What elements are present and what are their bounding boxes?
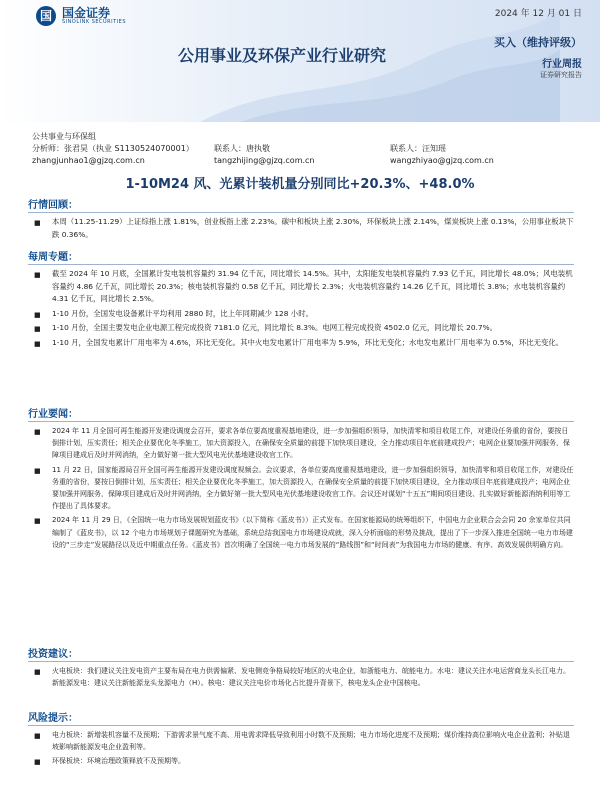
list-item (28, 464, 574, 513)
list-item (28, 425, 574, 462)
header-banner (0, 0, 600, 122)
analyst-email: zhangjunhao1@gjzq.com.cn (32, 156, 145, 165)
bullet-text: 1-10 月份，全国发电设备累计平均利用 2880 时，比上年同期减少 128 小时。 (52, 308, 313, 318)
bullet-text: 11 月 22 日，国家能源局召开全国可再生能源开发建设调度视频会。会议要求，各单位要高度重视基地建设，进一步加强组织领导，加快清零和项目收尾工作，对建设任务重的省份，要按日倒排计划，压实责任；相关企业要优化冬季施工，加大资源投入，在确保安全质量的前提下加快项目建设，全力推动项目年底前建成投产；电网企业要加强并网服务，保障项目建成后及时并网消纳，全力做好第一批大型风电光伏基地建设收官工作。会议还对谋划“十五五”期间项目建设、扎实做好新能源消纳利用等工作提出了具体要求。 (52, 465, 574, 511)
section-title: 每周专题： (28, 248, 574, 265)
bullet-icon: ■ (34, 466, 41, 475)
section-industry-news (28, 405, 574, 553)
bullet-text: 2024 年 11 月 29 日，《全国统一电力市场发展规划蓝皮书》（以下简称《蓝皮书》）正式发布。在国家能源局的统筹组织下，中国电力企业联合会会同 20 余家单位共同编制了《蓝皮书》，以 12 个电力市场规划子课题研究为基础，系统总结我国电力市场建设成就，深入分析面临的形势及挑战，提出了下一步深入推进全国统一电力市场建设的“三步走”发展路径以及近中期重点任务。《蓝皮书》首次明确了全国统一电力市场发展的“路线图”和“时间表”为我国电力市场的健康、有序、高效发展供明确方向。 (52, 516, 573, 549)
rating-badge: 买入（维持评级） (494, 36, 582, 49)
section-risk-warning (28, 709, 574, 770)
bullet-icon: ■ (34, 668, 41, 676)
bullet-icon: ■ (34, 310, 41, 319)
section-investment-advice (28, 645, 574, 691)
section-title: 行情回顾： (28, 196, 574, 213)
industry-group: 公共事业与环保组 (32, 132, 96, 141)
bullet-text: 1-10 月，全国发电累计厂用电率为 4.6%，环比无变化。其中火电发电累计厂用电率为 5.9%，环比无变化；水电发电累计厂用电率为 0.5%，环比无变化。 (52, 337, 564, 347)
logo-icon: 国 (36, 6, 56, 26)
bullet-icon: ■ (34, 517, 41, 526)
section-weekly-topic (28, 248, 574, 352)
section-title: 行业要闻： (28, 405, 574, 422)
list-item (28, 308, 574, 321)
report-date: 2024 年 12 月 01 日 (494, 9, 582, 19)
contact-email: tangzhijing@gjzq.com.cn (214, 156, 315, 165)
contact-block (390, 143, 494, 167)
list-item (28, 514, 574, 551)
bullet-text: 2024 年 11 月全国可再生能源开发建设调度会召开，要求各单位要高度重视基地建设，进一步加强组织领导，加快清零和项目收尾工作，对建设任务重的省份，要按日倒排计划，压实责任；相关企业要优化冬季施工，加大资源投入，在确保安全质量的前提下加快项目建设，全力推动项目年底前建成投产；电网企业要加强并网服务，保障项目建成后及时并网消纳，全力做好第一批大型风电光伏基地建设收官工作。 (52, 427, 570, 460)
list-item (28, 337, 574, 350)
list-item (28, 665, 574, 689)
bullet-icon: ■ (34, 339, 41, 348)
list-item (28, 268, 574, 306)
contact-block (214, 143, 315, 167)
bullet-icon: ■ (34, 325, 41, 334)
bullet-icon: ■ (34, 732, 41, 740)
contact-name: 联系人：唐执敬 (214, 144, 270, 153)
bullet-icon: ■ (34, 219, 41, 227)
report-title: 公用事业及环保产业行业研究 (178, 46, 387, 65)
section-market-review (28, 196, 574, 243)
analyst-name: 分析师：张君昊（执业 S1130524070001） (32, 144, 194, 153)
section-title: 投资建议： (28, 645, 574, 662)
report-headline: 1-10M24 风、光累计装机量分别同比+20.3%、+48.0% (125, 177, 475, 192)
bullet-text: 环保板块：环境治理政策释放不及预期等。 (52, 757, 185, 766)
contact-email: wangzhiyao@gjzq.com.cn (390, 156, 494, 165)
bullet-text: 电力板块：新增装机容量不及预期；下游需求景气度不高、用电需求降低导致利用小时数不及预期；电力市场化进度不及预期；煤价维持高位影响火电企业盈利；补贴退坡影响新能源发电企业盈利等。 (52, 731, 570, 752)
contact-name: 联系人：汪知瑶 (390, 144, 446, 153)
logo-cn-text: 国金证券 (62, 5, 111, 20)
bullet-icon: ■ (34, 428, 41, 436)
bullet-text: 火电板块：我们建议关注发电资产主要布局在电力供需偏紧、发电侧竞争格局较好地区的火电企业，如浙能电力、皖能电力。水电：建议关注水电运营商龙头长江电力。新能源发电：建议关注新能源龙头龙源电力（H）。核电：建议关注电价市场化占比提升背景下，核电龙头企业中国核电。 (52, 667, 570, 688)
company-logo (36, 6, 126, 26)
section-title: 风险提示： (28, 709, 574, 726)
bullet-icon: ■ (34, 271, 41, 279)
bullet-text: 截至 2024 年 10 月底，全国累计发电装机容量约 31.94 亿千瓦，同比增长 14.5%。其中，太阳能发电装机容量约 7.93 亿千瓦，同比增长 48.0%；风电装机容量约 4.86 亿千瓦，同比增长 20.3%；核电装机容量约 0.58 亿千瓦，同比增长 2.3%；火电装机容量约 14.26 亿千瓦，同比增长 3.8%；水电装机容量约 4.31 亿千瓦，同比增长 2.5%。 (52, 269, 573, 304)
bullet-text: 本周（11.25-11.29）上证综指上涨 1.81%，创业板指上涨 2.23%。碳中和板块上涨 2.30%，环保板块上涨 2.14%，煤炭板块上涨 0.13%，公用事业板块下跌 0.36%。 (52, 217, 574, 239)
list-item (28, 216, 574, 241)
list-item (28, 322, 574, 335)
list-item (28, 729, 574, 753)
analyst-block (32, 143, 194, 167)
logo-en-text: SINOLINK SECURITIES (62, 18, 126, 25)
report-type: 行业周报 (542, 59, 582, 70)
list-item (28, 755, 574, 767)
bullet-icon: ■ (34, 758, 41, 767)
bullet-text: 1-10 月份，全国主要发电企业电源工程完成投资 7181.0 亿元，同比增长 8.3%。电网工程完成投资 4502.0 亿元，同比增长 20.7%。 (52, 323, 497, 333)
report-subtype: 证券研究报告 (540, 71, 582, 79)
